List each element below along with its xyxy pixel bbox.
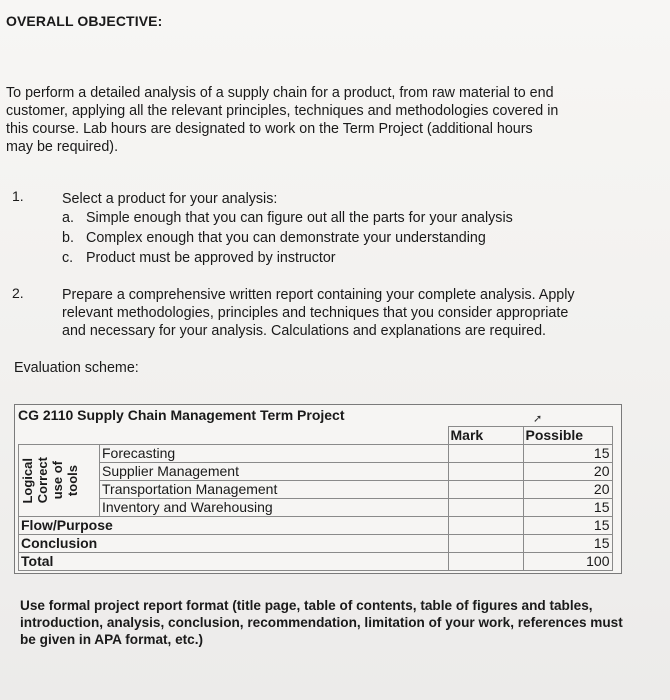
marks-grid bbox=[18, 426, 613, 571]
possible-cell: 15 bbox=[523, 535, 612, 553]
item-number: 2. bbox=[12, 285, 24, 301]
table-row bbox=[19, 481, 613, 499]
item-line: and necessary for your analysis. Calculations and explanations are required. bbox=[62, 323, 546, 339]
column-header-mark: Mark bbox=[448, 427, 523, 445]
mark-cell bbox=[448, 517, 523, 535]
vertical-label: Correct bbox=[35, 457, 50, 504]
subitem-letter: b. bbox=[62, 230, 74, 246]
table-title: CG 2110 Supply Chain Management Term Project bbox=[18, 407, 345, 423]
subitem-letter: c. bbox=[62, 250, 74, 266]
item-line: Prepare a comprehensive written report containing your complete analysis. Apply bbox=[62, 287, 575, 303]
intro-line: customer, applying all the relevant principles, techniques and methodologies covered in bbox=[6, 103, 559, 119]
vertical-label: use of bbox=[50, 461, 65, 500]
possible-cell: 20 bbox=[523, 463, 612, 481]
row-label: Conclusion bbox=[19, 535, 449, 553]
mark-cell bbox=[448, 445, 523, 463]
possible-cell: 20 bbox=[523, 481, 612, 499]
mark-cell bbox=[448, 463, 523, 481]
mark-cell bbox=[448, 535, 523, 553]
vertical-label: Logical bbox=[20, 457, 35, 504]
table-row bbox=[19, 499, 613, 517]
item-line: relevant methodologies, principles and techniques that you consider appropriate bbox=[62, 305, 569, 321]
possible-cell: 100 bbox=[523, 553, 612, 571]
table-row bbox=[19, 445, 613, 463]
row-label: Transportation Management bbox=[100, 481, 449, 499]
subitem-letter: a. bbox=[62, 210, 74, 226]
intro-line: To perform a detailed analysis of a supply chain for a product, from raw material to end bbox=[6, 85, 554, 101]
column-header-possible: Possible bbox=[523, 427, 612, 445]
intro-paragraph bbox=[6, 84, 656, 156]
logical-group-label bbox=[19, 445, 100, 517]
table-header-row bbox=[19, 427, 613, 445]
subitem-text: Product must be approved by instructor bbox=[86, 250, 336, 266]
row-label: Total bbox=[19, 553, 449, 571]
evaluation-table bbox=[14, 404, 622, 574]
mark-cell bbox=[448, 553, 523, 571]
possible-cell: 15 bbox=[523, 499, 612, 517]
possible-cell: 15 bbox=[523, 445, 612, 463]
item-number: 1. bbox=[12, 188, 24, 204]
footer-note: Use formal project report format (title page, table of contents, table of figures and tables, introduction, analysis, conclusion, recommendation, limitation of your work, references must be given in APA format, etc.) bbox=[20, 598, 623, 647]
table-row bbox=[19, 553, 613, 571]
cursor-arrow-icon: ➚ bbox=[533, 413, 543, 425]
table-row bbox=[19, 463, 613, 481]
table-row bbox=[19, 517, 613, 535]
row-label: Forecasting bbox=[100, 445, 449, 463]
intro-line: this course. Lab hours are designated to work on the Term Project (additional hours bbox=[6, 121, 533, 137]
table-row bbox=[19, 535, 613, 553]
item-text bbox=[62, 286, 652, 340]
evaluation-label: Evaluation scheme: bbox=[14, 360, 139, 376]
intro-line: may be required). bbox=[6, 139, 119, 155]
possible-cell: 15 bbox=[523, 517, 612, 535]
mark-cell bbox=[448, 499, 523, 517]
vertical-label: tools bbox=[65, 464, 80, 497]
subitem-text: Complex enough that you can demonstrate your understanding bbox=[86, 230, 486, 246]
row-label: Inventory and Warehousing bbox=[100, 499, 449, 517]
subitem-text: Simple enough that you can figure out all the parts for your analysis bbox=[86, 210, 513, 226]
row-label: Flow/Purpose bbox=[19, 517, 449, 535]
row-label: Supplier Management bbox=[100, 463, 449, 481]
item-text: Select a product for your analysis: bbox=[62, 191, 278, 207]
page-heading: OVERALL OBJECTIVE: bbox=[6, 13, 163, 29]
mark-cell bbox=[448, 481, 523, 499]
